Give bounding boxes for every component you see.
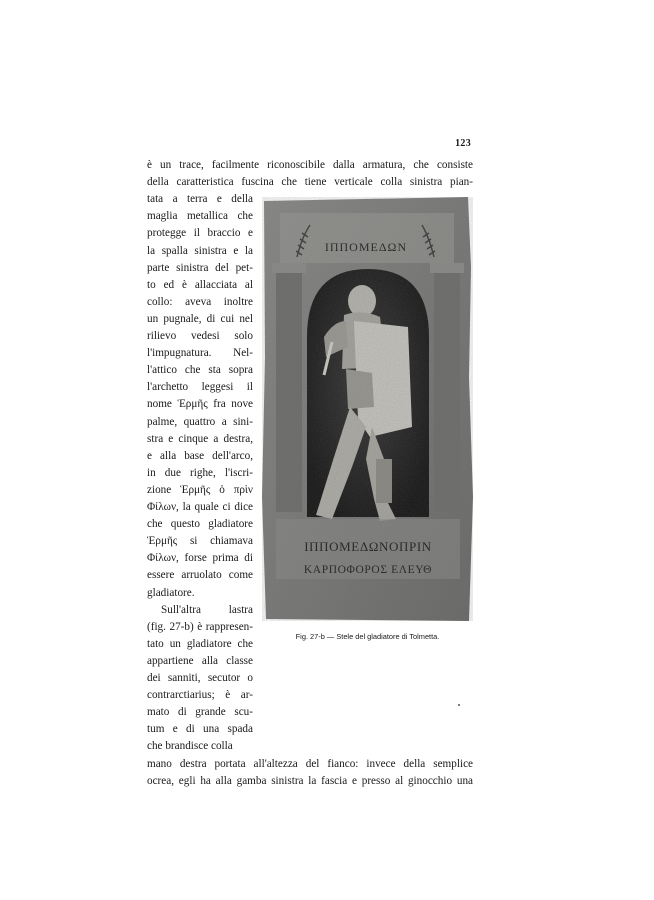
column-text-line: Ἑρμῆς si chiamava — [147, 535, 253, 548]
column-text-line: tum e di una spada — [147, 723, 253, 736]
column-text-line: che questo gladiatore — [147, 518, 253, 531]
page-number: 123 — [455, 138, 471, 149]
text-line: mano destra portata all'altezza del fianco: invece della semplice — [147, 757, 473, 770]
column-text-line: Φίλων, la quale ci dice — [147, 501, 253, 513]
column-text-line: protegge il braccio e — [147, 227, 253, 240]
column-text-line: stra e cinque a destra, — [147, 432, 253, 445]
column-text-line: dei sanniti, secutor o — [147, 672, 253, 684]
column-text-line: parte sinistra del pet- — [147, 261, 253, 274]
column-text-line: la spalla sinistra e la — [147, 244, 253, 257]
column-text-line: nome Ἑρμῆς fra nove — [147, 398, 253, 411]
column-text-line: un pugnale, di cui nel — [147, 312, 253, 325]
column-text-line: (fig. 27-b) è rappresen- — [147, 620, 253, 633]
column-text-line: tato un gladiatore che — [147, 637, 253, 650]
column-text-line: appartiene alla classe — [147, 654, 253, 667]
column-text-line: Sull'altra lastra — [161, 603, 253, 616]
page-speck — [458, 704, 460, 706]
column-text-line: maglia metallica che — [147, 210, 253, 223]
stele-photo — [262, 197, 473, 621]
figure-caption: Fig. 27-b — Stele del gladiatore di Tolmetta. — [295, 632, 440, 641]
column-text-line: tata a terra e della — [147, 193, 253, 206]
column-text-line: palme, quattro a sini- — [147, 415, 253, 428]
column-text-line: l'attico che sta sopra — [147, 364, 253, 377]
text-line: della caratteristica fuscina che tiene verticale colla sinistra pian- — [147, 176, 473, 189]
column-text-line: e alla base dell'arco, — [147, 449, 253, 462]
column-text-line: Φίλων, forse prima di — [147, 552, 253, 565]
column-text-line: l'impugnatura. Nel- — [147, 347, 253, 360]
column-text-line: in due righe, l'iscri- — [147, 466, 253, 479]
column-text-line: l'archetto leggesi il — [147, 381, 253, 394]
column-text-line: collo: aveva inoltre — [147, 295, 253, 308]
stele-figure — [262, 197, 473, 621]
column-text-line: zione Ἑρμῆς ὁ πρὶν — [147, 483, 253, 496]
column-text-line: mato di grande scu- — [147, 706, 253, 719]
column-text-line: che brandisce colla — [147, 740, 233, 753]
column-text-line: contrarctiarius; è ar- — [147, 689, 253, 702]
column-text-line: to ed è allacciata al — [147, 278, 253, 291]
text-line: ocrea, egli ha alla gamba sinistra la fascia e presso al ginocchio una — [147, 774, 473, 787]
column-text-line: gladiatore. — [147, 586, 195, 599]
column-text-line: essere arruolato come — [147, 569, 253, 582]
column-text-line: rilievo vedesi solo — [147, 330, 253, 342]
text-line: è un trace, facilmente riconoscibile dalla armatura, che consiste — [147, 159, 473, 171]
